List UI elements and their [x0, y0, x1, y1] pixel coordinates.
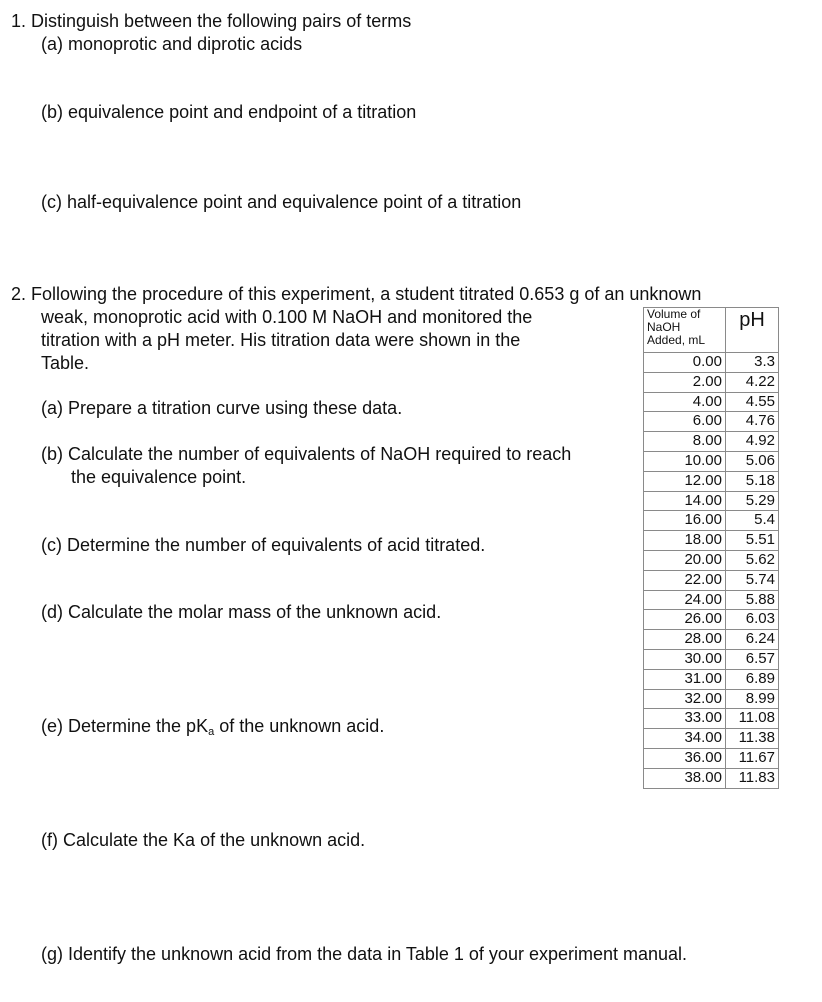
volume-cell: 30.00: [644, 649, 726, 669]
table-row: [644, 471, 779, 491]
table-row: [644, 570, 779, 590]
volume-cell: 33.00: [644, 709, 726, 729]
volume-cell: 32.00: [644, 689, 726, 709]
table-body: [644, 353, 779, 789]
volume-cell: 6.00: [644, 412, 726, 432]
q2-part-a: (a) Prepare a titration curve using these data.: [41, 398, 403, 418]
table-row: [644, 649, 779, 669]
table-row: [644, 372, 779, 392]
q2-part-g: (g) Identify the unknown acid from the data in Table 1 of your experiment manual.: [41, 944, 688, 964]
header-volume-line-3: Added, mL: [647, 333, 706, 347]
q2-part-c: (c) Determine the number of equivalents of acid titrated.: [41, 535, 486, 555]
volume-cell: 26.00: [644, 610, 726, 630]
q2-part-e-subscript: a: [208, 726, 215, 738]
table-header-row: [644, 308, 779, 353]
ph-cell: 4.55: [726, 392, 779, 412]
volume-cell: 10.00: [644, 451, 726, 471]
ph-cell: 5.4: [726, 511, 779, 531]
volume-cell: 36.00: [644, 748, 726, 768]
q2-part-d: (d) Calculate the molar mass of the unknown acid.: [41, 602, 442, 622]
q2-part-b-line-2: the equivalence point.: [71, 467, 247, 487]
ph-cell: 11.67: [726, 748, 779, 768]
header-ph: pH: [726, 308, 779, 353]
volume-cell: 24.00: [644, 590, 726, 610]
header-volume-line-2: NaOH: [647, 320, 681, 334]
ph-cell: 11.83: [726, 768, 779, 788]
table-row: [644, 768, 779, 788]
ph-cell: 5.18: [726, 471, 779, 491]
volume-cell: 12.00: [644, 471, 726, 491]
ph-cell: 8.99: [726, 689, 779, 709]
table-row: [644, 412, 779, 432]
q2-intro-line-3: titration with a pH meter. His titration data were shown in the: [41, 330, 521, 350]
table-row: [644, 392, 779, 412]
q2-part-e-prefix: (e) Determine the pK: [41, 716, 209, 736]
q1-heading: 1. Distinguish between the following pairs of terms: [11, 11, 412, 31]
ph-cell: 3.3: [726, 353, 779, 373]
volume-cell: 0.00: [644, 353, 726, 373]
table-row: [644, 531, 779, 551]
volume-cell: 31.00: [644, 669, 726, 689]
ph-cell: 5.74: [726, 570, 779, 590]
ph-cell: 6.57: [726, 649, 779, 669]
ph-cell: 6.24: [726, 630, 779, 650]
q1-part-a: (a) monoprotic and diprotic acids: [41, 34, 303, 54]
table-row: [644, 491, 779, 511]
table-row: [644, 451, 779, 471]
volume-cell: 20.00: [644, 550, 726, 570]
table-row: [644, 550, 779, 570]
q2-part-e-suffix: of the unknown acid.: [214, 716, 385, 736]
q2-part-b-line-1: (b) Calculate the number of equivalents of NaOH required to reach: [41, 444, 572, 464]
q1-part-c: (c) half-equivalence point and equivalence point of a titration: [41, 192, 522, 212]
volume-cell: 38.00: [644, 768, 726, 788]
table-row: [644, 630, 779, 650]
q2-intro-line-4: Table.: [41, 353, 90, 373]
q2-intro-line-2: weak, monoprotic acid with 0.100 M NaOH and monitored the: [41, 307, 533, 327]
table-row: [644, 669, 779, 689]
table-row: [644, 432, 779, 452]
volume-cell: 34.00: [644, 729, 726, 749]
ph-cell: 5.88: [726, 590, 779, 610]
ph-cell: 5.29: [726, 491, 779, 511]
volume-cell: 18.00: [644, 531, 726, 551]
ph-cell: 4.22: [726, 372, 779, 392]
table-row: [644, 689, 779, 709]
q1-part-b: (b) equivalence point and endpoint of a titration: [41, 102, 417, 122]
table-row: [644, 729, 779, 749]
volume-cell: 28.00: [644, 630, 726, 650]
ph-cell: 6.89: [726, 669, 779, 689]
ph-cell: 11.08: [726, 709, 779, 729]
ph-cell: 4.92: [726, 432, 779, 452]
ph-cell: 11.38: [726, 729, 779, 749]
volume-cell: 8.00: [644, 432, 726, 452]
volume-cell: 4.00: [644, 392, 726, 412]
volume-cell: 2.00: [644, 372, 726, 392]
table-row: [644, 610, 779, 630]
q2-intro-line-1: 2. Following the procedure of this experiment, a student titrated 0.653 g of an unknown: [11, 284, 702, 304]
ph-cell: 5.06: [726, 451, 779, 471]
q2-part-e: [41, 715, 384, 740]
header-volume: [644, 308, 726, 353]
ph-cell: 5.51: [726, 531, 779, 551]
table-row: [644, 353, 779, 373]
table-row: [644, 511, 779, 531]
volume-cell: 14.00: [644, 491, 726, 511]
ph-cell: 5.62: [726, 550, 779, 570]
table-row: [644, 748, 779, 768]
ph-cell: 6.03: [726, 610, 779, 630]
q2-part-f: (f) Calculate the Ka of the unknown acid.: [41, 830, 366, 850]
titration-data-table: [643, 307, 779, 789]
volume-cell: 16.00: [644, 511, 726, 531]
volume-cell: 22.00: [644, 570, 726, 590]
table-row: [644, 590, 779, 610]
ph-cell: 4.76: [726, 412, 779, 432]
table-row: [644, 709, 779, 729]
header-volume-line-1: Volume of: [647, 307, 701, 321]
